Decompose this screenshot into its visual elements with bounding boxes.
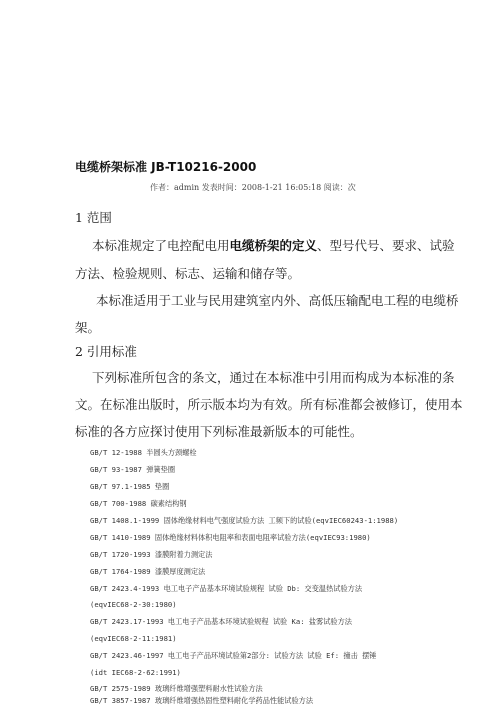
reference-item: GB/T 1410-1989 固体绝缘材料体积电阻率和表面电阻率试验方法(eqvIEC93:1980) — [90, 533, 371, 542]
reference-item: (eqvIEC68-2-11:1981) — [90, 634, 177, 643]
reference-item: GB/T 2423.46-1997 电工电子产品环境试验第2部分: 试验方法 试验 Ef: 撞击 摆锤 — [90, 651, 377, 660]
reference-item: GB/T 1764-1989 漆膜厚度测定法 — [90, 567, 206, 576]
reference-item: GB/T 700-1988 碳素结构钢 — [90, 499, 187, 508]
reference-item: GB/T 2423.4-1993 电工电子产品基本环境试验规程 试验 Db: 交变温热试验方法 — [90, 584, 363, 593]
section-2-para-line-3: 标准的各方应探讨使用下列标准最新版本的可能性。 — [75, 424, 363, 439]
reference-item: GB/T 2423.17-1993 电工电子产品基本环境试验规程 试验 Ka: 盐雾试验方法 — [90, 617, 352, 626]
reference-item: GB/T 12-1988 半圆头方颈螺栓 — [90, 448, 197, 457]
para-bold-text: 电缆桥架的定义 — [229, 238, 318, 253]
reference-item: GB/T 3857-1987 玻璃纤维增强热固性塑料耐化学药品性能试验方法 — [90, 696, 314, 705]
reference-item: (eqvIEC68-2-30:1980) — [90, 600, 177, 609]
para-text: 、型号代号、要求、试验 — [317, 238, 455, 253]
section-1-heading: 1 范围 — [75, 210, 112, 225]
section-1-para-1-line-1 — [92, 236, 455, 254]
section-1-para-1-line-2: 方法、检验规则、标志、运输和储存等。 — [75, 266, 301, 281]
section-1-para-2-line-2: 架。 — [75, 320, 101, 335]
reference-item: GB/T 1408.1-1999 固体绝缘材料电气强度试验方法 工频下的试验(eqvIEC60243-1:1988) — [90, 516, 399, 525]
document-title: 电缆桥架标准 JB-T10216-2000 — [75, 160, 257, 174]
section-1-para-2-line-1: 本标准适用于工业与民用建筑室内外、高低压输配电工程的电缆桥 — [96, 293, 459, 308]
section-2-para-line-1: 下列标准所包含的条文，通过在本标准中引用而构成为本标准的条 — [92, 370, 455, 385]
reference-item: GB/T 1720-1993 漆膜附着力测定法 — [90, 550, 213, 559]
para-text: 本标准规定了电控配电用 — [92, 238, 230, 253]
reference-item: (idt IEC68-2-62:1991) — [90, 668, 181, 677]
reference-item: GB/T 2575-1989 玻璃纤维增强塑料耐水性试验方法 — [90, 684, 263, 693]
reference-item: GB/T 97.1-1985 垫圈 — [90, 482, 170, 491]
section-2-heading: 2 引用标准 — [75, 344, 137, 359]
document-meta: 作者：admin 发表时间：2008-1-21 16:05:18 阅读：次 — [150, 183, 356, 192]
section-2-para-line-2: 文。在标准出版时，所示版本均为有效。所有标准都会被修订，使用本 — [75, 397, 463, 412]
reference-item: GB/T 93-1987 弹簧垫圈 — [90, 465, 176, 474]
